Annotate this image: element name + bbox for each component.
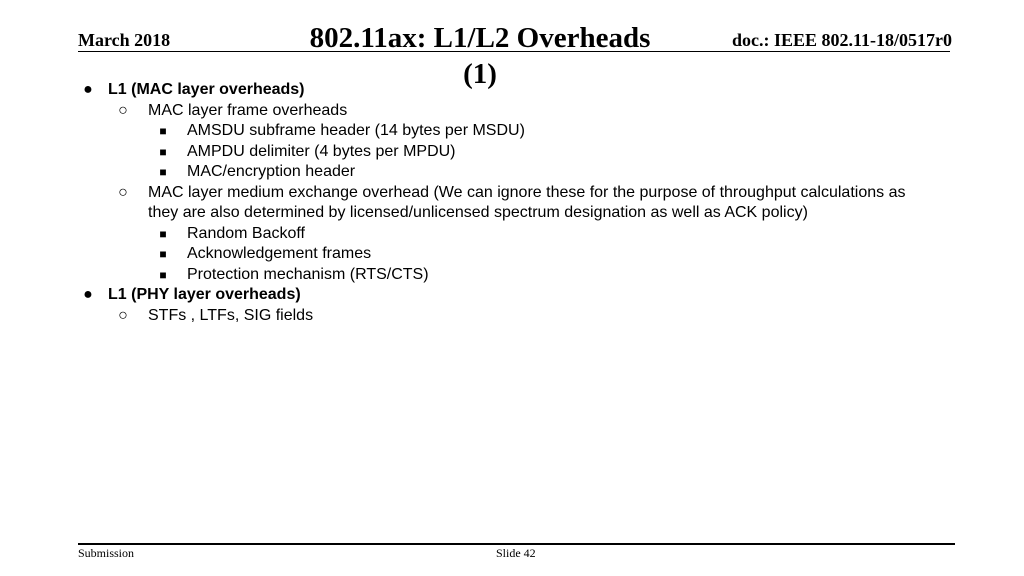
bullet-text: Protection mechanism (RTS/CTS) xyxy=(187,265,429,283)
square-bullet-icon: ■ xyxy=(159,124,167,138)
bullet-text: AMSDU subframe header (14 bytes per MSDU) xyxy=(187,122,525,139)
square-bullet-icon: ■ xyxy=(159,267,167,282)
bullet-amsdu xyxy=(0,121,1024,142)
bullet-ack-frames xyxy=(0,244,1024,265)
filled-circle-bullet-icon: ● xyxy=(83,81,93,98)
bullet-text: Random Backoff xyxy=(187,224,305,242)
bullet-text: MAC/encryption header xyxy=(187,163,356,180)
bullet-medium-exchange xyxy=(0,183,1024,224)
slide-body xyxy=(0,80,1024,326)
footer-divider xyxy=(78,543,955,545)
bullet-ampdu xyxy=(0,142,1024,163)
bullet-text: MAC layer medium exchange overhead (We can ignore these for the purpose of throughput calculations as they are also determined by licensed/unlicensed spectrum designation as well as ACK policy) xyxy=(148,183,906,221)
bullet-encryption-header xyxy=(0,162,1024,183)
bullet-text: L1 (PHY layer overheads) xyxy=(108,286,301,303)
bullet-random-backoff xyxy=(0,224,1024,245)
bullet-text: MAC layer frame overheads xyxy=(148,101,348,119)
filled-circle-bullet-icon: ● xyxy=(83,286,93,303)
hollow-circle-bullet-icon: ○ xyxy=(118,306,128,324)
bullet-l1-mac xyxy=(0,80,1024,101)
header-date: March 2018 xyxy=(78,30,171,50)
square-bullet-icon: ■ xyxy=(159,144,167,159)
bullet-text: L1 (MAC layer overheads) xyxy=(108,81,305,98)
square-bullet-icon: ■ xyxy=(159,247,167,261)
bullet-text: STFs , LTFs, SIG fields xyxy=(148,306,314,324)
bullet-protection-mechanism xyxy=(0,265,1024,286)
slide-number: Slide 42 xyxy=(496,546,536,560)
bullet-stf-ltf-sig xyxy=(0,306,1024,327)
header-divider xyxy=(78,51,950,52)
slide-title: 802.11ax: L1/L2 Overheads (1) xyxy=(309,22,651,90)
hollow-circle-bullet-icon: ○ xyxy=(118,183,128,201)
bullet-text: AMPDU delimiter (4 bytes per MPDU) xyxy=(187,142,456,160)
bullet-l1-phy xyxy=(0,285,1024,306)
bullet-mac-frame-overheads xyxy=(0,101,1024,122)
document-id: doc.: IEEE 802.11-18/0517r0 xyxy=(731,30,952,50)
hollow-circle-bullet-icon: ○ xyxy=(118,101,128,119)
bullet-text: Acknowledgement frames xyxy=(187,245,372,262)
square-bullet-icon: ■ xyxy=(159,226,167,241)
square-bullet-icon: ■ xyxy=(159,165,167,179)
footer-submission: Submission xyxy=(78,546,135,560)
